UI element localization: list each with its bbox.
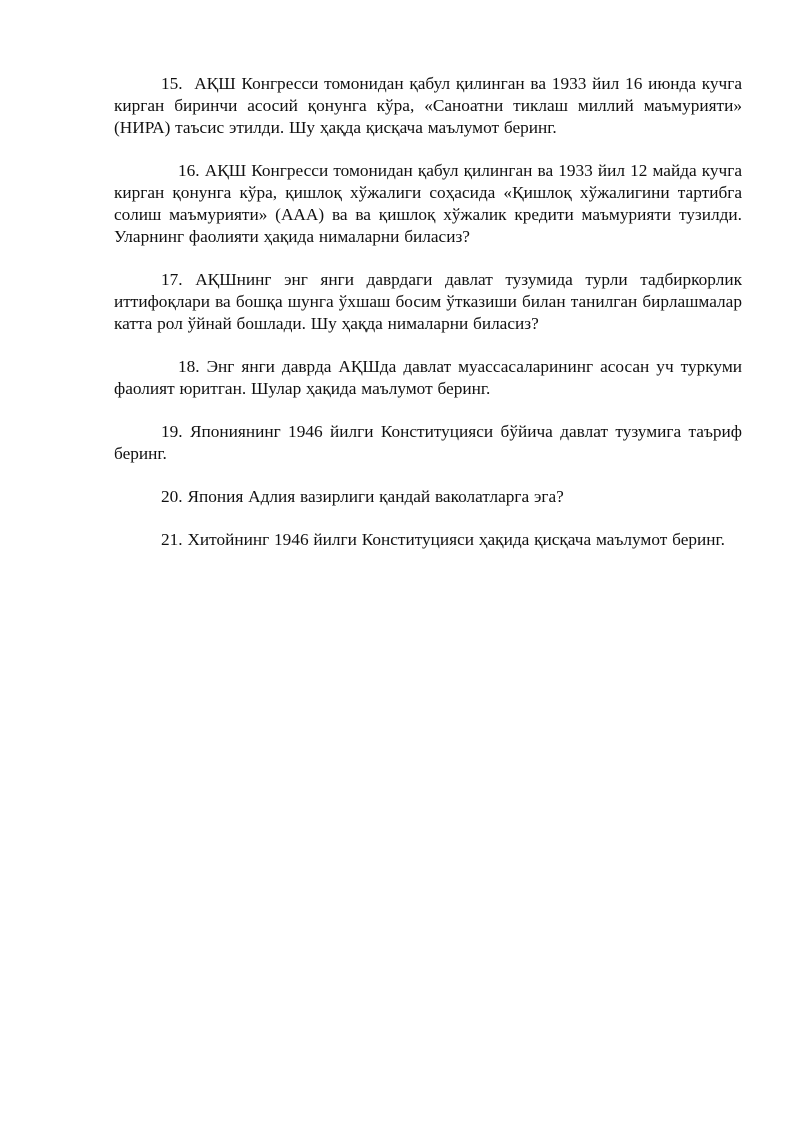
question-text: АҚШ Конгресси томонидан қабул қилинган ва 1933 йил 16 июнда кучга кирган биринчи асосий қонунга кўра, «Саноатни тиклаш миллий маъмурияти» (НИРА) таъсис этилди. Шу ҳақда қисқача маълумот беринг. xyxy=(114,74,743,137)
question-number: 18. xyxy=(178,357,200,376)
question-number: 19. xyxy=(161,422,183,441)
question-item xyxy=(114,421,742,465)
question-number: 15. xyxy=(161,74,183,93)
question-item xyxy=(114,160,742,248)
question-number: 21. xyxy=(161,530,183,549)
question-text: АҚШ Конгресси томонидан қабул қилинган ва 1933 йил 12 майда кучга кирган қонунга кўра, қишлоқ хўжалиги соҳасида «Қишлоқ хўжалигини тартибга солиш маъмурияти» (ААА) ва ва қишлоқ хўжалик кредити маъмурияти тузилди. Уларнинг фаолияти ҳақида нималарни биласиз? xyxy=(114,161,743,246)
question-text: Япониянинг 1946 йилги Конституцияси бўйича давлат тузумига таъриф беринг. xyxy=(114,422,742,463)
question-item xyxy=(114,73,742,139)
question-text: Япония Адлия вазирлиги қандай ваколатларга эга? xyxy=(187,487,564,506)
question-number: 20. xyxy=(161,487,183,506)
question-item xyxy=(114,269,742,335)
question-number: 17. xyxy=(161,270,183,289)
question-text: Энг янги даврда АҚШда давлат муассасаларининг асосан уч туркуми фаолият юритган. Шулар ҳақида маълумот беринг. xyxy=(114,357,743,398)
question-number: 16. xyxy=(178,161,200,180)
question-item xyxy=(114,486,742,508)
question-text: АҚШнинг энг янги даврдаги давлат тузумида турли тадбиркорлик иттифоқлари ва бошқа шунга ўхшаш босим ўтказиши билан танилган бирлашмалар катта рол ўйнай бошлади. Шу ҳақда нималарни биласиз? xyxy=(114,270,742,333)
question-text: Хитойнинг 1946 йилги Конституцияси ҳақида қисқача маълумот беринг. xyxy=(187,530,725,549)
question-item xyxy=(114,529,742,551)
questions-list xyxy=(114,73,742,572)
question-item xyxy=(114,356,742,400)
